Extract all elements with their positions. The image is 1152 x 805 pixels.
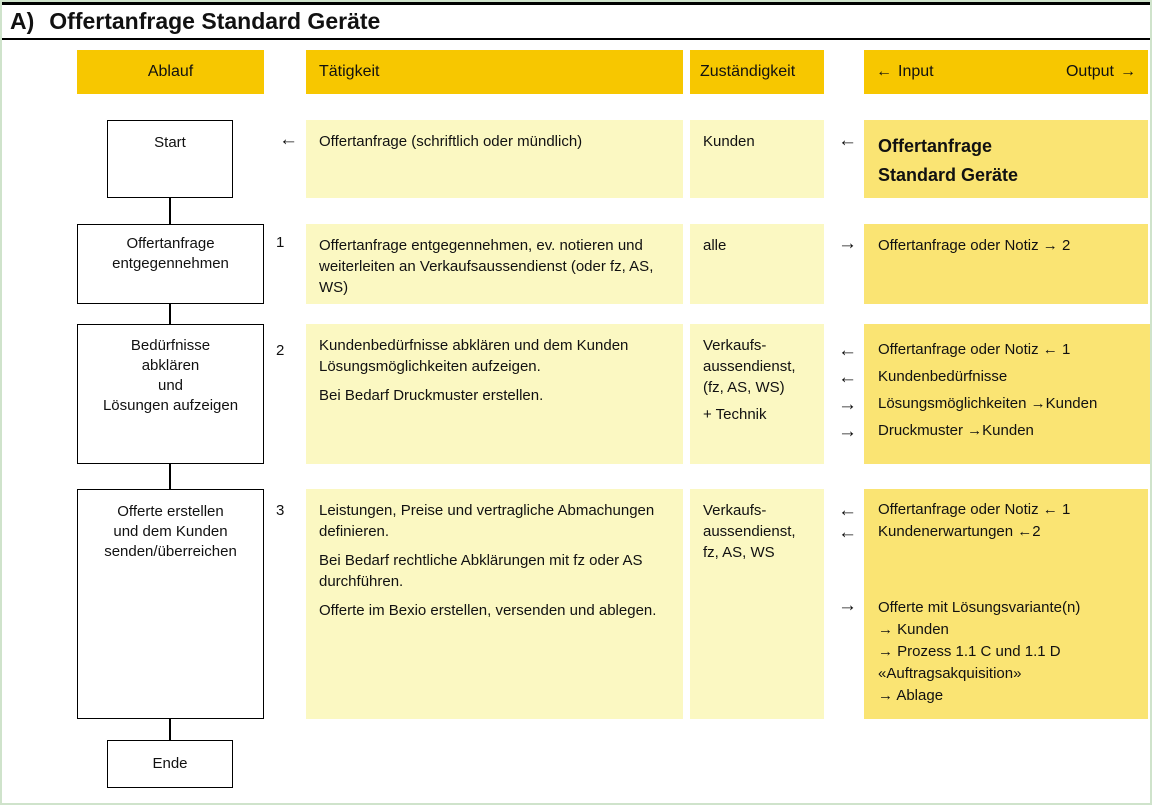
arrow-right-icon: →: [838, 233, 857, 254]
io-text: Kundenerwartungen ←2: [878, 523, 1041, 540]
io-text: «Auftragsakquisition»: [878, 665, 1022, 682]
arrow-left-icon: ←: [838, 500, 857, 521]
arrow-left-icon: ←: [279, 129, 298, 150]
io-text: Offertanfrage oder Notiz ← 1: [878, 501, 1071, 518]
flow-connector: [169, 198, 171, 224]
arrow-right-icon: →: [1120, 63, 1136, 80]
flow-box-line: senden/überreichen: [104, 543, 237, 560]
flow-box-line: Lösungen aufzeigen: [102, 397, 239, 414]
activity-text: Bei Bedarf rechtliche Abklärungen mit fz oder AS durchführen.: [319, 552, 643, 590]
column-header-label: Tätigkeit: [319, 63, 380, 80]
activity-cell-row1: [306, 120, 683, 198]
io-text: Offertanfrage: [878, 136, 993, 156]
io-text: → Ablage: [878, 687, 944, 704]
flow-box-line: Offerte erstellen: [117, 503, 224, 520]
responsibility-cell-row4: [690, 489, 824, 719]
io-text: Offertanfrage oder Notiz ← 1: [878, 341, 1071, 358]
flow-box-line: Offertanfrage: [126, 235, 215, 252]
page-title: Offertanfrage Standard Geräte: [49, 8, 381, 34]
arrow-right-icon: →: [838, 595, 857, 616]
io-cell-row3: [864, 324, 1152, 464]
responsibility-text: Kunden: [703, 133, 755, 150]
responsibility-cell-row3: [690, 324, 824, 464]
responsibility-text: fz, AS, WS: [703, 544, 775, 561]
io-bottom-block: [878, 597, 1134, 707]
activity-text: Offerte im Bexio erstellen, versenden und ablegen.: [319, 602, 657, 619]
activity-text: Kundenbedürfnisse abklären und dem Kunden Lösungsmöglichkeiten aufzeigen.: [319, 337, 629, 375]
activity-text: Leistungen, Preise und vertragliche Abmachungen definieren.: [319, 502, 655, 540]
column-header-label: Ablauf: [147, 63, 194, 80]
arrow-right-icon: →: [838, 421, 857, 442]
column-header-taetigkeit: [306, 50, 683, 94]
io-text: Lösungsmöglichkeiten →Kunden: [878, 395, 1098, 412]
arrow-left-icon: ←: [838, 340, 857, 361]
column-header-ablauf: [77, 50, 264, 94]
column-header-label: Zuständigkeit: [700, 63, 796, 80]
step-number: 3: [276, 502, 285, 519]
input-header-segment: [876, 63, 934, 81]
flow-connector: [169, 719, 171, 740]
activity-text: Bei Bedarf Druckmuster erstellen.: [319, 387, 544, 404]
output-header-segment: [1066, 63, 1136, 81]
flow-box-offerte-erstellen: [77, 489, 264, 719]
arrow-left-icon: ←: [838, 130, 857, 151]
flow-box-line: und: [157, 377, 184, 394]
column-header-zustaendigkeit: [690, 50, 824, 94]
responsibility-text: aussendienst,: [703, 358, 796, 375]
flow-connector: [169, 464, 171, 489]
responsibility-text: Verkaufs-: [703, 502, 767, 519]
arrow-left-icon: ←: [838, 367, 857, 388]
responsibility-text: Verkaufs-: [703, 337, 767, 354]
flow-box-line: entgegennehmen: [112, 255, 229, 272]
arrow-left-icon: ←: [838, 522, 857, 543]
io-top-block: [878, 499, 1134, 543]
flow-box-ende: Ende: [107, 740, 233, 788]
io-cell-row4: [864, 489, 1148, 719]
flow-box-line: Bedürfnisse: [130, 337, 211, 354]
activity-cell-row3: [306, 324, 683, 464]
title-prefix: A): [10, 8, 35, 34]
io-text: → Kunden: [878, 621, 949, 638]
step-number: 2: [276, 342, 285, 359]
activity-cell-row4: [306, 489, 683, 719]
responsibility-text: (fz, AS, WS): [703, 379, 785, 396]
input-header-label: Input: [898, 63, 934, 80]
arrow-left-icon: ←: [876, 63, 892, 80]
activity-text: Offertanfrage entgegennehmen, ev. notieren und weiterleiten an Verkaufsaussendienst (oder fz, AS, WS): [319, 237, 654, 296]
responsibility-text: alle: [703, 237, 727, 254]
io-text: Offerte mit Lösungsvariante(n): [878, 599, 1081, 616]
responsibility-text: + Technik: [703, 406, 767, 423]
responsibility-cell-row2: [690, 224, 824, 304]
io-text: Standard Geräte: [878, 165, 1019, 185]
flow-box-beduerfnisse-abklaeren: [77, 324, 264, 464]
flow-box-line: und dem Kunden: [113, 523, 228, 540]
io-text: Kundenbedürfnisse: [878, 368, 1008, 385]
step-number: 1: [276, 234, 285, 251]
flow-box-offertanfrage-entgegennehmen: [77, 224, 264, 304]
io-text: → Prozess 1.1 C und 1.1 D: [878, 643, 1061, 660]
io-text: Offertanfrage oder Notiz → 2: [878, 237, 1071, 254]
page-title-bar: [2, 2, 1150, 40]
output-header-label: Output: [1065, 63, 1114, 80]
flow-box-line: abklären: [141, 357, 200, 374]
arrow-right-icon: →: [838, 394, 857, 415]
column-header-input-output: [864, 50, 1148, 94]
io-text: Druckmuster →Kunden: [878, 422, 1034, 439]
activity-cell-row2: [306, 224, 683, 304]
flow-box-start: Start: [107, 120, 233, 198]
flow-connector: [169, 304, 171, 324]
responsibility-cell-row1: [690, 120, 824, 198]
responsibility-text: aussendienst,: [703, 523, 796, 540]
io-cell-row2: [864, 224, 1148, 304]
io-cell-row1: [864, 120, 1148, 198]
activity-text: Offertanfrage (schriftlich oder mündlich): [319, 133, 583, 150]
